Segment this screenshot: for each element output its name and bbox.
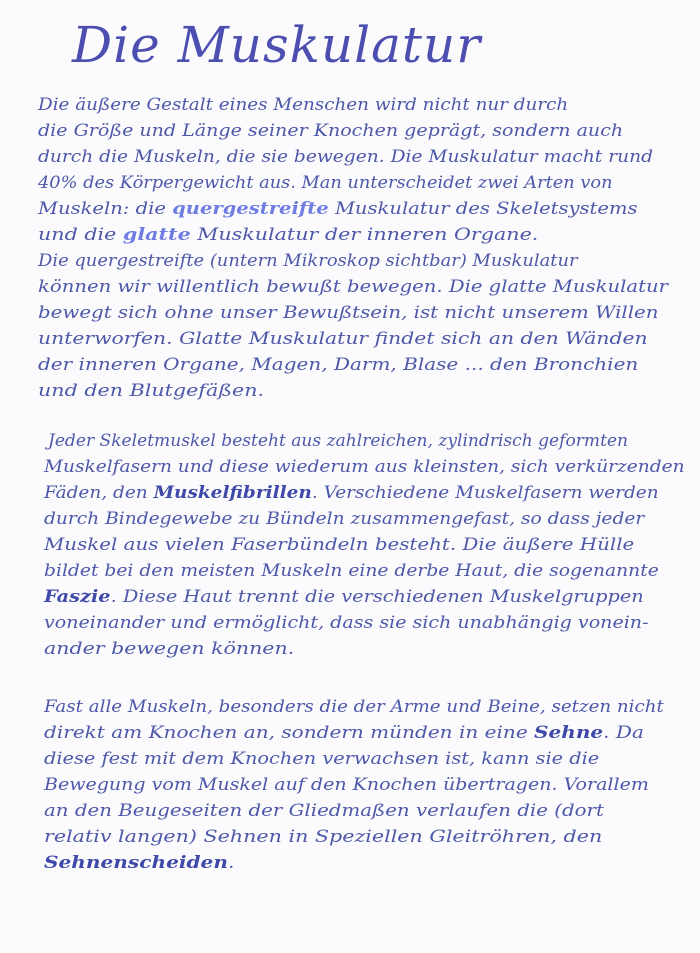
text-span: der inneren Organe, Magen, Darm, Blase ... den Bronchien [38, 355, 639, 374]
text-span: ander bewegen können. [44, 639, 295, 658]
text-span: Muskel aus vielen Faserbündeln besteht. Die äußere Hülle [44, 535, 635, 554]
text-line [38, 222, 538, 248]
text-line [44, 532, 634, 558]
highlighted-term: glatte [122, 225, 191, 244]
text-span: Muskeln: die [38, 199, 173, 218]
text-span: . Da [603, 723, 644, 742]
text-span: Fäden, den [44, 483, 154, 502]
text-line [38, 144, 653, 170]
text-span: relativ langen) Sehnen in Speziellen Gleitröhren, den [44, 827, 603, 846]
text-line [44, 720, 644, 746]
highlighted-term: Muskelfibrillen [153, 483, 312, 502]
text-line [44, 558, 659, 584]
text-line [38, 196, 638, 222]
text-line [44, 746, 599, 772]
text-span: Fast alle Muskeln, besonders die der Arme und Beine, setzen nicht [44, 697, 664, 716]
highlighted-term: Sehne [534, 723, 604, 742]
text-span: . [227, 853, 235, 872]
text-span: die Größe und Länge seiner Knochen geprägt, sondern auch [38, 121, 624, 140]
text-span: und die [38, 225, 123, 244]
text-span: Jeder Skeletmuskel besteht aus zahlreichen, zylindrisch geformten [48, 431, 629, 450]
text-span: Muskelfasern und diese wiederum aus kleinsten, sich verkürzenden [44, 457, 685, 476]
text-line [38, 326, 648, 352]
text-line [44, 584, 644, 610]
text-line [44, 610, 649, 636]
text-span: 40% des Körpergewicht aus. Man unterscheidet zwei Arten von [38, 173, 613, 192]
text-line [44, 636, 294, 662]
text-line [38, 352, 638, 378]
text-line [48, 428, 628, 454]
highlighted-term: quergestreifte [172, 199, 329, 218]
text-span: Muskulatur des Skeletsystems [328, 199, 638, 218]
text-span: diese fest mit dem Knochen verwachsen ist, kann sie die [44, 749, 600, 768]
text-span: bildet bei den meisten Muskeln eine derbe Haut, die sogenannte [44, 561, 659, 580]
text-span: Muskulatur der inneren Organe. [190, 225, 539, 244]
text-line [38, 274, 668, 300]
text-span: können wir willentlich bewußt bewegen. Die glatte Muskulatur [38, 277, 668, 296]
text-span: . Verschiedene Muskelfasern werden [311, 483, 659, 502]
text-span: durch die Muskeln, die sie bewegen. Die Muskulatur macht rund [38, 147, 654, 166]
text-span: bewegt sich ohne unser Bewußtsein, ist nicht unserem Willen [38, 303, 659, 322]
text-line [44, 850, 234, 876]
text-span: . Diese Haut trennt die verschiedenen Muskelgruppen [110, 587, 644, 606]
text-line [38, 118, 623, 144]
text-span: an den Beugeseiten der Gliedmaßen verlaufen die (dort [44, 801, 604, 820]
text-line [44, 454, 685, 480]
text-line [38, 300, 659, 326]
text-line [44, 480, 659, 506]
text-line [44, 694, 664, 720]
highlighted-term: Faszie [44, 587, 111, 606]
text-line [44, 772, 649, 798]
text-line [38, 92, 568, 118]
text-line [38, 248, 578, 274]
text-span: unterworfen. Glatte Muskulatur findet sich an den Wänden [38, 329, 648, 348]
text-span: voneinander und ermöglicht, dass sie sich unabhängig vonein- [44, 613, 649, 632]
highlighted-term: Sehnenscheiden [44, 853, 228, 872]
text-span: Die äußere Gestalt eines Menschen wird nicht nur durch [38, 95, 569, 114]
page-title: Die Muskulatur [72, 16, 482, 74]
text-line [44, 824, 602, 850]
text-span: direkt am Knochen an, sondern münden in eine [44, 723, 535, 742]
text-span: Die quergestreifte (untern Mikroskop sichtbar) Muskulatur [38, 251, 578, 270]
text-line [44, 798, 604, 824]
text-span: Bewegung vom Muskel auf den Knochen übertragen. Vorallem [44, 775, 649, 794]
text-line [44, 506, 644, 532]
text-line [38, 378, 264, 404]
text-span: und den Blutgefäßen. [38, 381, 265, 400]
text-span: durch Bindegewebe zu Bündeln zusammengefast, so dass jeder [44, 509, 645, 528]
text-line [38, 170, 613, 196]
